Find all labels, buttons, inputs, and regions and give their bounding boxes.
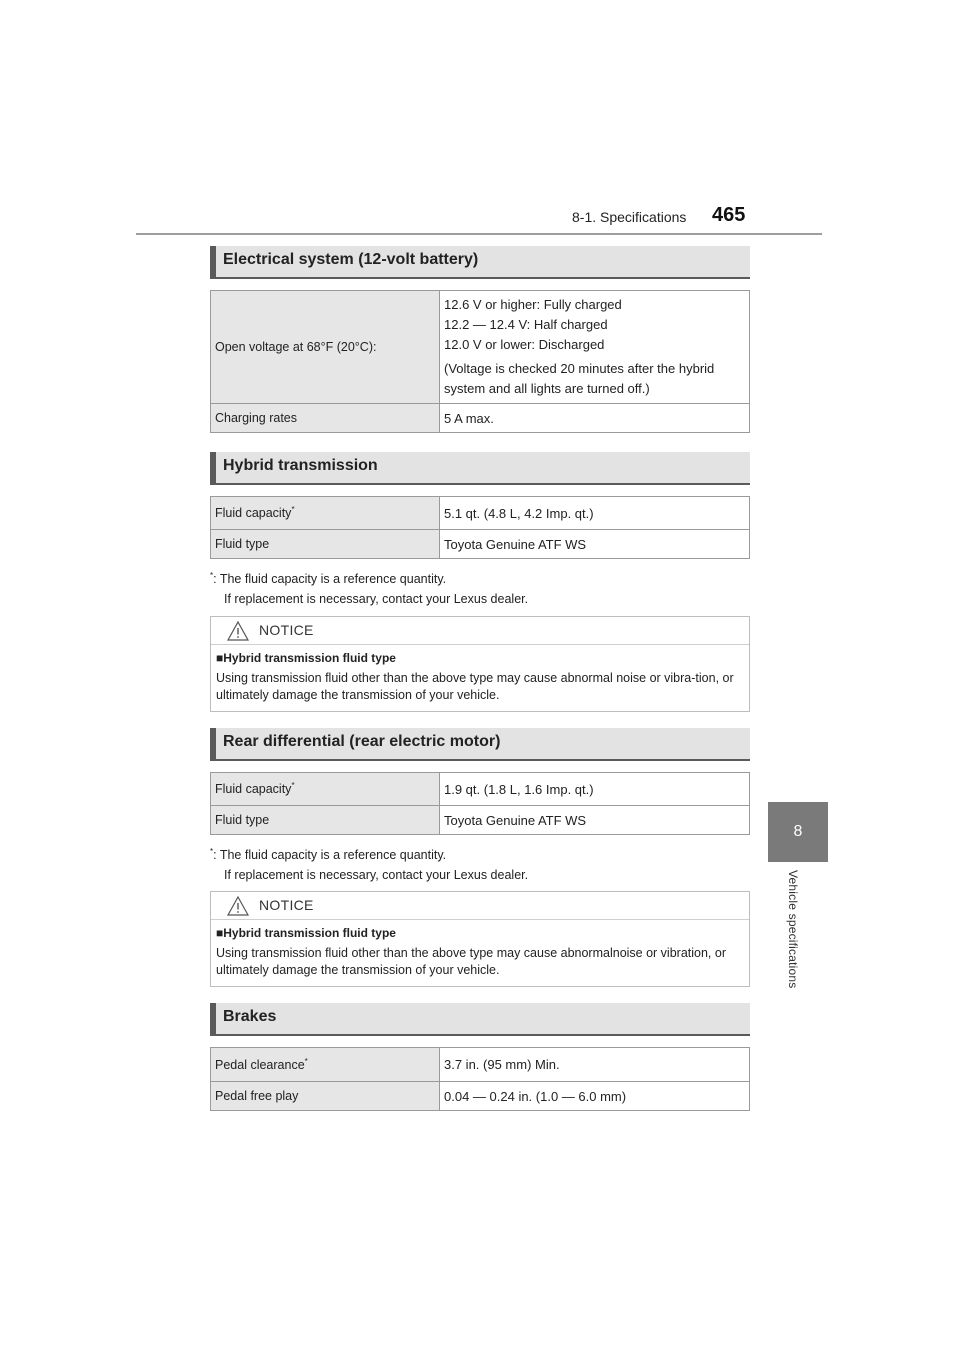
- notice-body: [211, 645, 749, 711]
- section-heading-electrical: [210, 246, 750, 279]
- section-heading-brakes: [210, 1003, 750, 1036]
- table-row: [211, 497, 750, 530]
- chapter-tab-number: 8: [793, 823, 803, 840]
- notice-label: NOTICE: [259, 622, 314, 638]
- voltage-line: 12.2 — 12.4 V: Half charged: [444, 317, 608, 332]
- table-row: [211, 291, 750, 404]
- section-heading-rear-differential: [210, 728, 750, 761]
- page-number: 465: [712, 204, 746, 226]
- fluid-capacity-value: 5.1 qt. (4.8 L, 4.2 Imp. qt.): [440, 497, 750, 530]
- fluid-capacity-label: Fluid capacity*: [211, 497, 440, 530]
- section-title: Brakes: [223, 1008, 277, 1025]
- warning-triangle-icon: [227, 896, 249, 916]
- pedal-clearance-label: Pedal clearance*: [211, 1048, 440, 1082]
- voltage-note-line: system and all lights are turned off.): [444, 381, 650, 396]
- pedal-clearance-value: 3.7 in. (95 mm) Min.: [440, 1048, 750, 1082]
- open-voltage-label: Open voltage at 68°F (20°C):: [211, 291, 440, 404]
- notice-box: [210, 616, 750, 712]
- table-row: [211, 806, 750, 835]
- fluid-capacity-value: 1.9 qt. (1.8 L, 1.6 Imp. qt.): [440, 773, 750, 806]
- footnote: *: The fluid capacity is a reference quantity. If replacement is necessary, contact your Lexus dealer.: [210, 847, 529, 883]
- chapter-tab[interactable]: [768, 802, 828, 862]
- pedal-free-play-value: 0.04 — 0.24 in. (1.0 — 6.0 mm): [440, 1082, 750, 1111]
- warning-triangle-icon: [227, 621, 249, 641]
- header-rule: [136, 233, 822, 235]
- table-row: [211, 530, 750, 559]
- table-row: [211, 1082, 750, 1111]
- footnote: *: The fluid capacity is a reference quantity. If replacement is necessary, contact your Lexus dealer.: [210, 571, 529, 607]
- hybrid-transmission-table: [210, 496, 750, 559]
- section-title: Electrical system (12-volt battery): [223, 251, 479, 268]
- voltage-note-line: (Voltage is checked 20 minutes after the hybrid: [444, 361, 715, 376]
- notice-header: [211, 617, 749, 645]
- charging-rates-label: Charging rates: [211, 404, 440, 433]
- open-voltage-value: [440, 291, 750, 404]
- pedal-free-play-label: Pedal free play: [211, 1082, 440, 1111]
- voltage-line: 12.0 V or lower: Discharged: [444, 337, 605, 352]
- fluid-type-label: Fluid type: [211, 530, 440, 559]
- electrical-spec-table: [210, 290, 750, 433]
- fluid-type-label: Fluid type: [211, 806, 440, 835]
- section-title: Rear differential (rear electric motor): [223, 733, 501, 750]
- notice-box: [210, 891, 750, 987]
- notice-header: [211, 892, 749, 920]
- brakes-table: [210, 1047, 750, 1111]
- table-row: [211, 773, 750, 806]
- section-heading-hybrid-transmission: [210, 452, 750, 485]
- running-header-section: 8-1. Specifications: [572, 209, 687, 225]
- notice-body: [211, 920, 749, 986]
- fluid-capacity-label: Fluid capacity*: [211, 773, 440, 806]
- notice-label: NOTICE: [259, 897, 314, 913]
- notice-subtitle: ■Hybrid transmission fluid type: [216, 926, 396, 940]
- voltage-line: 12.6 V or higher: Fully charged: [444, 297, 622, 312]
- charging-rates-value: 5 A max.: [440, 404, 750, 433]
- section-title: Hybrid transmission: [223, 457, 378, 474]
- table-row: [211, 404, 750, 433]
- chapter-tab-label: Vehicle specifications: [786, 870, 800, 989]
- table-row: [211, 1048, 750, 1082]
- notice-text: Using transmission fluid other than the above type may cause abnormal noise or vibra-tion, or ultimately damage the transmission of your vehicle.: [216, 671, 734, 702]
- notice-subtitle: ■Hybrid transmission fluid type: [216, 651, 396, 665]
- rear-differential-table: [210, 772, 750, 835]
- fluid-type-value: Toyota Genuine ATF WS: [440, 806, 750, 835]
- notice-text: Using transmission fluid other than the above type may cause abnormalnoise or vibration, or ultimately damage the transmission of your vehicle.: [216, 946, 726, 977]
- fluid-type-value: Toyota Genuine ATF WS: [440, 530, 750, 559]
